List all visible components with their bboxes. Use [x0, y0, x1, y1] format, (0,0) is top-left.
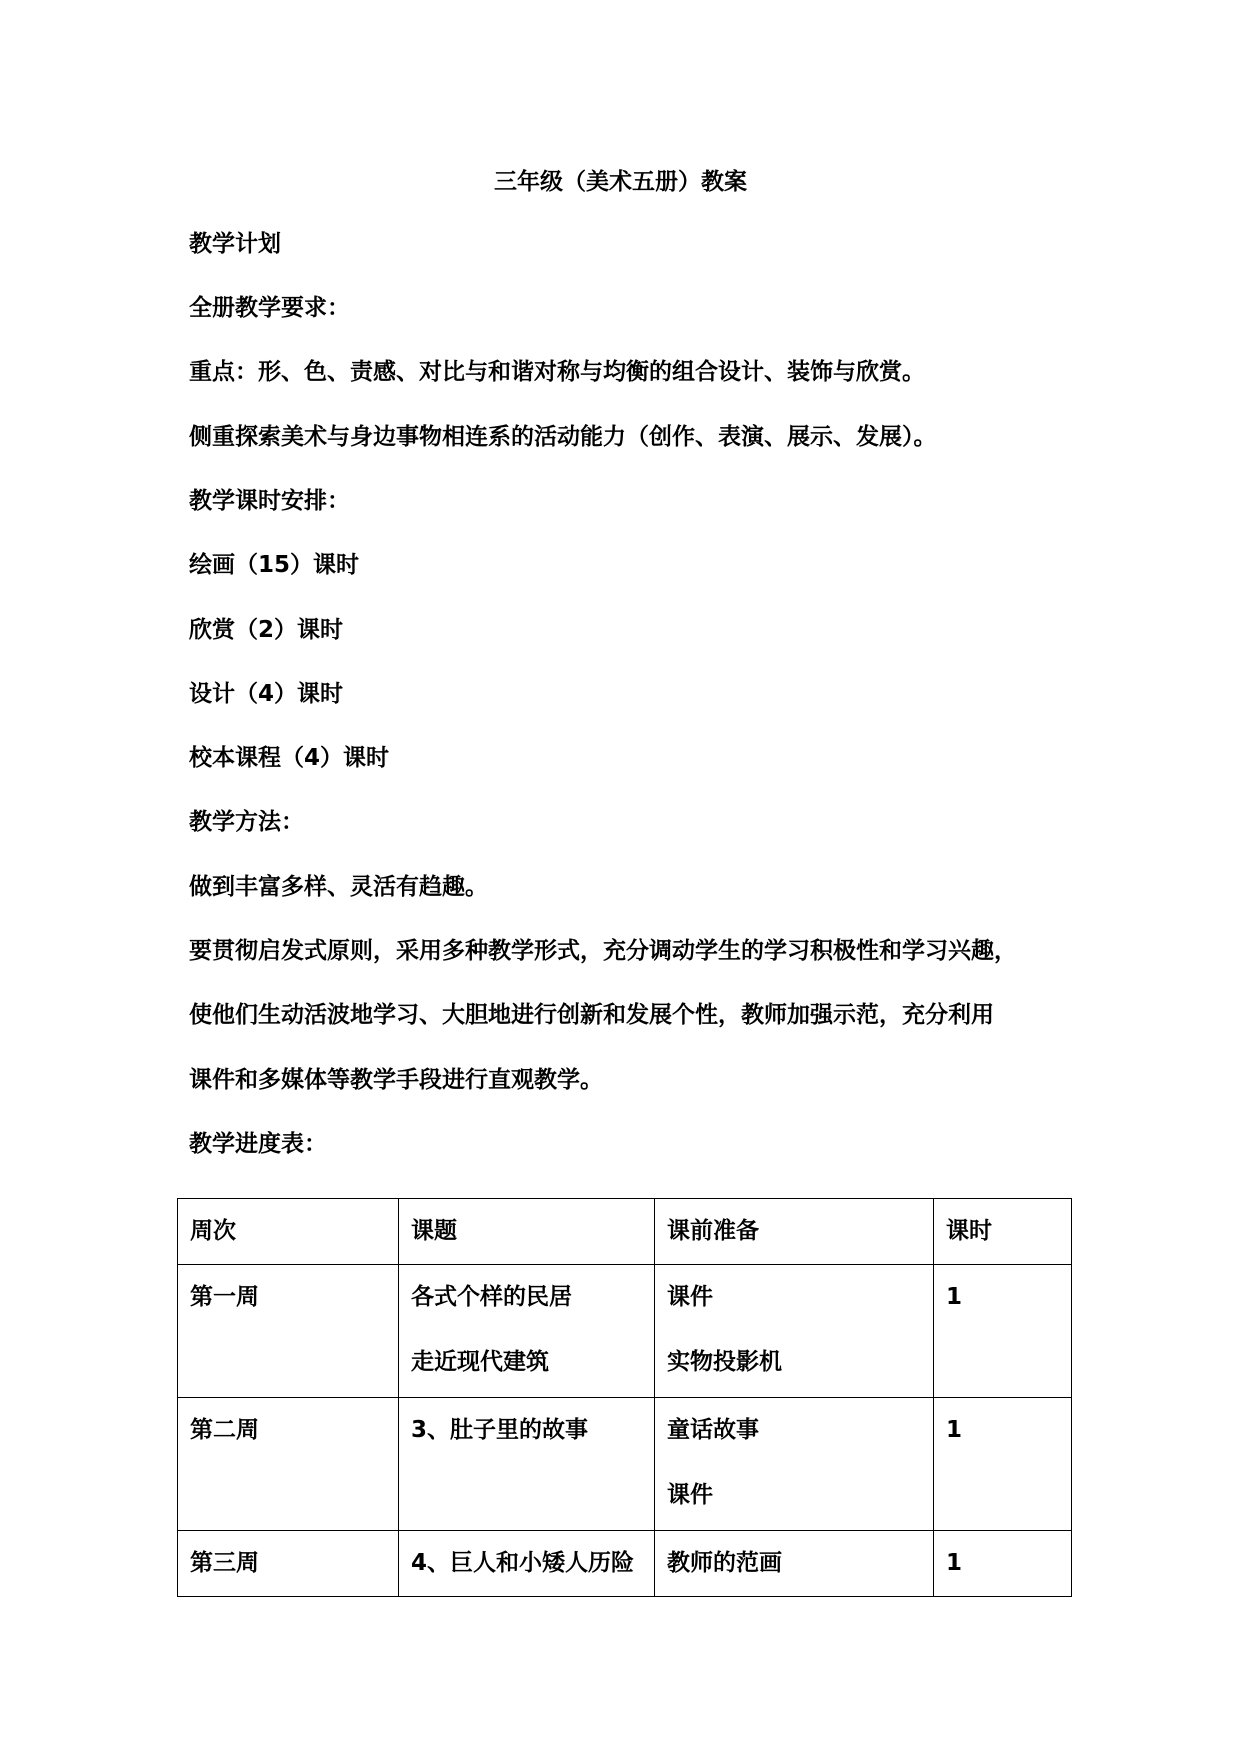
cell-hours: 1	[934, 1265, 1072, 1398]
cell-week: 第二周	[178, 1398, 399, 1531]
cell-topic: 3、肚子里的故事	[399, 1398, 655, 1531]
hours-design: 设计（4）课时	[189, 681, 344, 707]
heading-teaching-method: 教学方法：	[189, 809, 304, 835]
hours-school-course: 校本课程（4）课时	[189, 745, 390, 771]
cell-week: 第一周	[178, 1265, 399, 1398]
cell-prep: 课件 实物投影机	[655, 1265, 934, 1398]
heading-full-volume-requirements: 全册教学要求：	[189, 295, 350, 321]
cell-hours: 1	[934, 1531, 1072, 1597]
paragraph-method-2-line-2: 使他们生动活波地学习、大胆地进行创新和发展个性，教师加强示范，充分利用	[189, 1002, 994, 1028]
cell-prep: 童话故事 课件	[655, 1398, 934, 1531]
document-title: 三年级（美术五册）教案	[494, 169, 747, 195]
cell-prep: 教师的范画	[655, 1531, 934, 1597]
cell-topic: 各式个样的民居 走近现代建筑	[399, 1265, 655, 1398]
heading-schedule: 教学进度表：	[189, 1131, 327, 1157]
header-topic: 课题	[399, 1199, 655, 1265]
paragraph-method-2-line-3: 课件和多媒体等教学手段进行直观教学。	[189, 1067, 603, 1093]
cell-topic: 4、巨人和小矮人历险	[399, 1531, 655, 1597]
section-heading-teaching-plan: 教学计划	[189, 231, 281, 257]
hours-appreciation: 欣赏（2）课时	[189, 617, 344, 643]
hours-painting: 绘画（15）课时	[189, 552, 360, 578]
cell-hours: 1	[934, 1398, 1072, 1531]
header-week: 周次	[178, 1199, 399, 1265]
table-row	[178, 1398, 1072, 1531]
paragraph-method-2-line-1: 要贯彻启发式原则，采用多种教学形式，充分调动学生的学习积极性和学习兴趣，	[189, 938, 1017, 964]
paragraph-key-points: 重点：形、色、责感、对比与和谐对称与均衡的组合设计、装饰与欣赏。	[189, 359, 925, 385]
header-prep: 课前准备	[655, 1199, 934, 1265]
paragraph-focus: 侧重探索美术与身边事物相连系的活动能力（创作、表演、展示、发展）。	[189, 424, 937, 450]
table-header-row	[178, 1199, 1072, 1265]
paragraph-method-1: 做到丰富多样、灵活有趋趣。	[189, 874, 488, 900]
header-hours: 课时	[934, 1199, 1072, 1265]
table-row	[178, 1531, 1072, 1597]
table-row	[178, 1265, 1072, 1398]
cell-week: 第三周	[178, 1531, 399, 1597]
schedule-table	[177, 1198, 1072, 1597]
heading-class-hours: 教学课时安排：	[189, 488, 350, 514]
